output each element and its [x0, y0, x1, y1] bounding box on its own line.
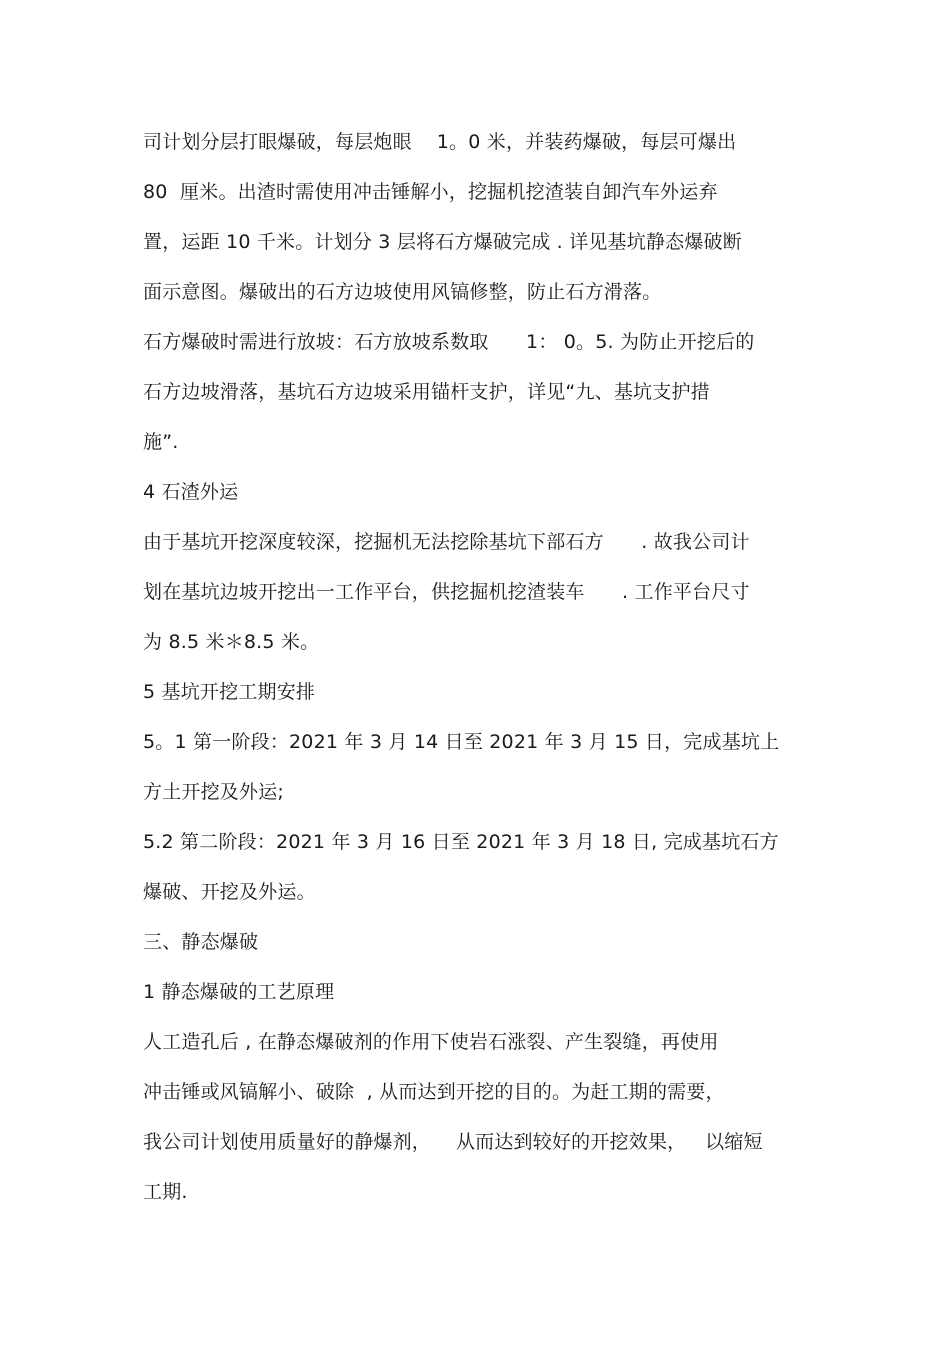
text-line: 石方边坡滑落，基坑石方边坡采用锚杆支护，详见“九、基坑支护措	[143, 381, 710, 403]
chapter-heading: 三、静态爆破	[143, 931, 259, 953]
text-line: 为 8.5 米＊8.5 米。	[143, 631, 320, 653]
text-line: 5。1 第一阶段：2021 年 3 月 14 日至 2021 年 3 月 15 日，完成基坑上	[143, 731, 780, 753]
text-line: 施”.	[143, 431, 179, 453]
text-line: 面示意图。爆破出的石方边坡使用风镐修整，防止石方滑落。	[143, 281, 662, 303]
text-line: 爆破、开挖及外运。	[143, 881, 316, 903]
text-line: 置，运距 10 千米。计划分 3 层将石方爆破完成 . 详见基坑静态爆破断	[143, 231, 742, 253]
text-line: 工期.	[143, 1181, 188, 1203]
text-line: 80 厘米。出渣时需使用冲击锤解小，挖掘机挖渣装自卸汽车外运弃	[143, 181, 718, 203]
text-line: 由于基坑开挖深度较深，挖掘机无法挖除基坑下部石方 . 故我公司计	[143, 531, 750, 553]
text-line: 我公司计划使用质量好的静爆剂， 从而达到较好的开挖效果， 以缩短	[143, 1131, 763, 1153]
text-line: 冲击锤或风镐解小、破除 , 从而达到开挖的目的。为赶工期的需要，	[143, 1081, 725, 1103]
section-heading: 4 石渣外运	[143, 481, 239, 503]
text-line: 司计划分层打眼爆破，每层炮眼 1。0 米，并装药爆破，每层可爆出	[143, 131, 737, 153]
text-line: 5.2 第二阶段：2021 年 3 月 16 日至 2021 年 3 月 18 日, 完成基坑石方	[143, 831, 779, 853]
text-line: 方土开挖及外运;	[143, 781, 285, 803]
text-line: 人工造孔后 , 在静态爆破剂的作用下使岩石涨裂、产生裂缝，再使用	[143, 1031, 719, 1053]
text-line: 划在基坑边坡开挖出一工作平台，供挖掘机挖渣装车 . 工作平台尺寸	[143, 581, 750, 603]
section-heading: 1 静态爆破的工艺原理	[143, 981, 335, 1003]
section-heading: 5 基坑开挖工期安排	[143, 681, 316, 703]
text-line: 石方爆破时需进行放坡：石方放坡系数取 1： 0。5. 为防止开挖后的	[143, 331, 755, 353]
